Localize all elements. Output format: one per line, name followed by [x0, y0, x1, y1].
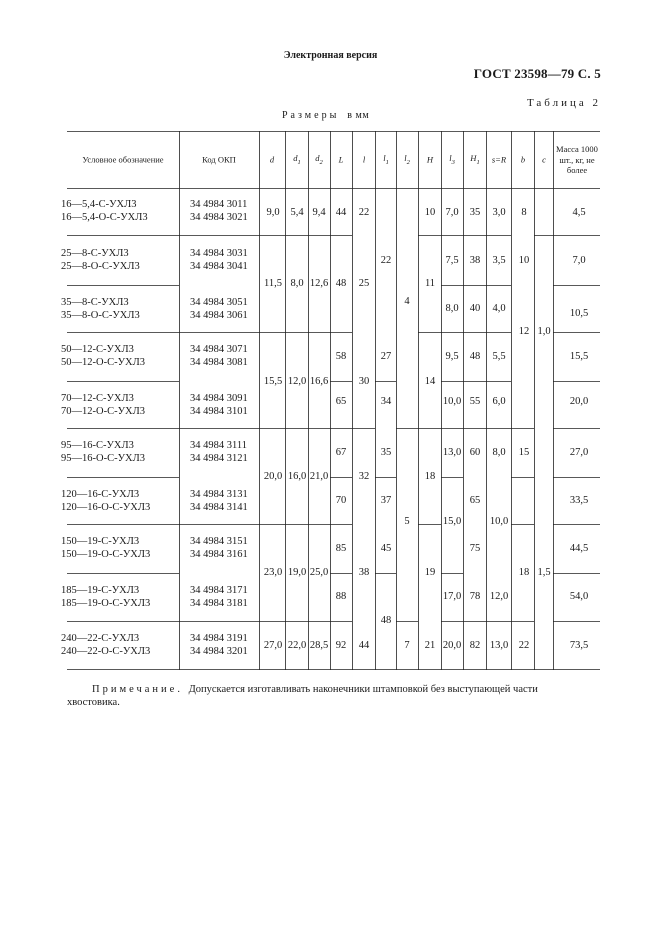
cell: 5	[404, 515, 410, 527]
note-lead: Примечание.	[92, 684, 183, 695]
cell: 11	[424, 277, 436, 289]
cell: 7	[404, 639, 410, 651]
okp-row-6: 34 4984 3111 34 4984 3121	[190, 440, 248, 464]
cell: 9,0	[266, 206, 280, 218]
col-b-header: b	[520, 154, 526, 165]
cell: 6,0	[492, 395, 506, 407]
cell: 12,0	[489, 590, 509, 602]
col-d2-header: $d_2$	[315, 153, 323, 166]
cell: 58	[335, 350, 347, 362]
cell: 10,5	[569, 307, 589, 319]
okp-row-8: 34 4984 3151 34 4984 3161	[190, 536, 248, 560]
cell: 92	[335, 639, 347, 651]
cell: 48	[469, 350, 481, 362]
cell: 7,0	[572, 254, 586, 266]
cell: 45	[380, 542, 392, 554]
cell: 13,0	[442, 446, 462, 458]
cell: 78	[469, 590, 481, 602]
cell: 12,6	[309, 277, 329, 289]
cell: 22,0	[287, 639, 307, 651]
cell: 25,0	[309, 566, 329, 578]
col-d-header: d	[269, 154, 275, 165]
cell: 12,0	[287, 375, 307, 387]
cell: 73,5	[569, 639, 589, 651]
col-l-header: l	[362, 154, 366, 165]
cell: 16,6	[309, 375, 329, 387]
col-sR-header: s=R	[491, 154, 507, 165]
col-l3-header: $l_3$	[449, 153, 455, 166]
cell: 20,0	[263, 470, 283, 482]
cell: 34	[380, 395, 392, 407]
cell: 22	[518, 639, 530, 651]
cell: 65	[335, 395, 347, 407]
designation-row-8: 150—19-С-УХЛ3 150—19-О-С-УХЛ3	[61, 536, 151, 560]
cell: 10,0	[442, 395, 462, 407]
cell: 1,5	[537, 566, 551, 578]
okp-row-3: 34 4984 3051 34 4984 3061	[190, 297, 248, 321]
cell: 38	[358, 566, 370, 578]
cell: 75	[469, 542, 481, 554]
cell: 54,0	[569, 590, 589, 602]
cell: 44	[335, 206, 347, 218]
cell: 15	[518, 446, 530, 458]
cell: 9,5	[445, 350, 459, 362]
table-note	[92, 683, 600, 697]
cell: 13,0	[489, 639, 509, 651]
cell: 32	[358, 470, 370, 482]
col-okp-header: Код ОКП	[202, 154, 236, 165]
cell: 3,5	[492, 254, 506, 266]
cell: 14	[424, 375, 436, 387]
designation-row-6: 95—16-С-УХЛ3 95—16-О-С-УХЛ3	[61, 440, 145, 464]
sizes-caption	[282, 110, 369, 121]
cell: 37	[380, 494, 392, 506]
electronic-version-label: Электронная версия	[283, 50, 378, 61]
cell: 5,5	[492, 350, 506, 362]
cell: 9,4	[312, 206, 326, 218]
dimensions-table	[61, 131, 600, 670]
table-label: Таблица 2	[526, 97, 601, 109]
cell: 20,0	[442, 639, 462, 651]
cell: 44,5	[569, 542, 589, 554]
cell: 1,0	[537, 325, 551, 337]
cell: 40	[469, 302, 481, 314]
okp-row-1: 34 4984 3011 34 4984 3021	[190, 199, 248, 223]
cell: 12	[518, 325, 530, 337]
cell: 88	[335, 590, 347, 602]
cell: 4,0	[492, 302, 506, 314]
sizes-label: Размеры	[282, 110, 340, 121]
col-designation-header: Условное обозначение	[82, 154, 164, 165]
cell: 17,0	[442, 590, 462, 602]
cell: 60	[469, 446, 481, 458]
cell: 19	[424, 566, 436, 578]
note-text: Допускается изготавливать наконечники штамповкой без выступающей части	[188, 684, 538, 695]
cell: 16,0	[287, 470, 307, 482]
okp-row-9: 34 4984 3171 34 4984 3181	[190, 585, 248, 609]
okp-row-2: 34 4984 3031 34 4984 3041	[190, 248, 248, 272]
cell: 10	[518, 254, 530, 266]
col-d1-header: $d_1$	[293, 153, 301, 166]
cell: 35	[469, 206, 481, 218]
designation-row-5: 70—12-С-УХЛ3 70—12-О-С-УХЛ3	[61, 393, 145, 417]
cell: 19,0	[287, 566, 307, 578]
cell: 27,0	[263, 639, 283, 651]
col-H-header: H	[426, 154, 434, 165]
okp-row-5: 34 4984 3091 34 4984 3101	[190, 393, 248, 417]
cell: 55	[469, 395, 481, 407]
cell: 25	[358, 277, 370, 289]
cell: 18	[518, 566, 530, 578]
cell: 5,4	[290, 206, 304, 218]
cell: 15,0	[442, 515, 462, 527]
cell: 35	[380, 446, 392, 458]
cell: 28,5	[309, 639, 329, 651]
col-H1-header: $H_1$	[470, 153, 480, 166]
col-L-header: L	[338, 154, 344, 165]
cell: 7,0	[445, 206, 459, 218]
okp-row-7: 34 4984 3131 34 4984 3141	[190, 489, 248, 513]
cell: 21,0	[309, 470, 329, 482]
cell: 7,5	[445, 254, 459, 266]
cell: 8,0	[290, 277, 304, 289]
cell: 44	[358, 639, 370, 651]
cell: 10	[424, 206, 436, 218]
cell: 67	[335, 446, 347, 458]
cell: 70	[335, 494, 347, 506]
col-c-header: c	[542, 154, 546, 165]
cell: 8	[521, 206, 527, 218]
cell: 65	[469, 494, 481, 506]
cell: 22	[380, 254, 392, 266]
col-mass-header: Масса 1000 шт., кг, не более	[556, 144, 598, 176]
cell: 30	[358, 375, 370, 387]
cell: 38	[469, 254, 481, 266]
cell: 33,5	[569, 494, 589, 506]
cell: 8,0	[445, 302, 459, 314]
gost-page-header: ГОСТ 23598—79 С. 5	[473, 66, 601, 81]
cell: 18	[424, 470, 436, 482]
col-l2-header: $l_2$	[404, 153, 410, 166]
designation-row-3: 35—8-С-УХЛ3 35—8-О-С-УХЛ3	[61, 297, 140, 321]
cell: 10,0	[489, 515, 509, 527]
cell: 20,0	[569, 395, 589, 407]
designation-row-4: 50—12-С-УХЛ3 50—12-О-С-УХЛ3	[61, 344, 145, 368]
designation-row-9: 185—19-С-УХЛ3 185—19-О-С-УХЛ3	[61, 585, 151, 609]
cell: 82	[469, 639, 481, 651]
designation-row-7: 120—16-С-УХЛ3 120—16-О-С-УХЛ3	[61, 489, 151, 513]
cell: 85	[335, 542, 347, 554]
cell: 27,0	[569, 446, 589, 458]
okp-row-4: 34 4984 3071 34 4984 3081	[190, 344, 248, 368]
cell: 3,0	[492, 206, 506, 218]
designation-row-10: 240—22-С-УХЛ3 240—22-О-С-УХЛ3	[61, 633, 151, 657]
cell: 21	[424, 639, 436, 651]
cell: 4,5	[572, 206, 586, 218]
cell: 48	[380, 614, 392, 626]
okp-row-10: 34 4984 3191 34 4984 3201	[190, 633, 248, 657]
table-note-continuation: хвостовика.	[67, 697, 120, 708]
cell: 48	[335, 277, 347, 289]
cell: 4	[404, 295, 410, 307]
cell: 15,5	[569, 350, 589, 362]
sizes-unit: в мм	[347, 110, 370, 121]
cell: 11,5	[264, 277, 282, 289]
cell: 15,5	[263, 375, 283, 387]
cell: 8,0	[492, 446, 506, 458]
designation-row-1: 16—5,4-С-УХЛ3 16—5,4-О-С-УХЛ3	[61, 199, 148, 223]
cell: 27	[380, 350, 392, 362]
cell: 23,0	[263, 566, 283, 578]
cell: 22	[358, 206, 370, 218]
designation-row-2: 25—8-С-УХЛ3 25—8-О-С-УХЛ3	[61, 248, 140, 272]
col-l1-header: $l_1$	[383, 153, 389, 166]
